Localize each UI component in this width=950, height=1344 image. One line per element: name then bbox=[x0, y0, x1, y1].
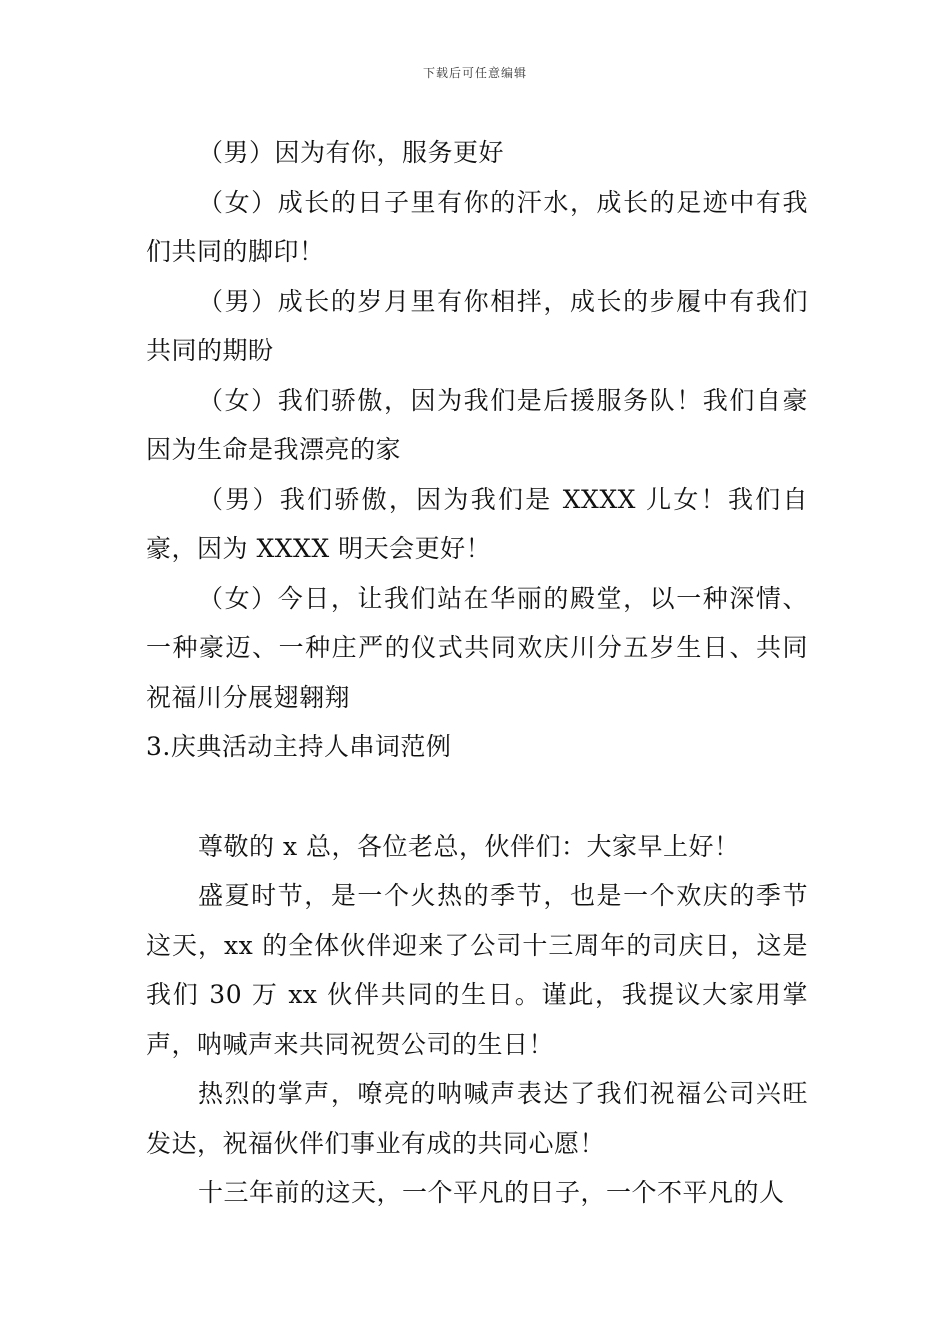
paragraph: （女）成长的日子里有你的汗水，成长的足迹中有我们共同的脚印！ bbox=[146, 187, 808, 266]
section-heading: 3.庆典活动主持人串词范例 bbox=[146, 732, 452, 761]
page-header: 下载后可任意编辑 bbox=[422, 66, 527, 80]
paragraph: （女）我们骄傲，因为我们是后援服务队！我们自豪因为生命是我漂亮的家 bbox=[146, 385, 808, 464]
paragraph: 十三年前的这天，一个平凡的日子，一个不平凡的人 bbox=[198, 1178, 785, 1207]
document-body bbox=[146, 128, 808, 1218]
paragraph: 盛夏时节，是一个火热的季节，也是一个欢庆的季节这天，xx 的全体伙伴迎来了公司十三周年的司庆日，这是我们 30 万 xx 伙伴共同的生日。谨此，我提议大家用掌声，呐喊声来共同祝贺公司的生日！ bbox=[146, 881, 808, 1059]
paragraph: 尊敬的 x 总，各位老总，伙伴们：大家早上好！ bbox=[198, 831, 740, 861]
paragraph: 热烈的掌声，嘹亮的呐喊声表达了我们祝福公司兴旺发达，祝福伙伴们事业有成的共同心愿！ bbox=[146, 1079, 808, 1158]
paragraph: （男）因为有你，服务更好 bbox=[198, 138, 505, 167]
spacer bbox=[146, 772, 808, 822]
paragraph: （女）今日，让我们站在华丽的殿堂，以一种深情、一种豪迈、一种庄严的仪式共同欢庆川分五岁生日、共同祝福川分展翅翱翔 bbox=[146, 583, 808, 712]
paragraph: （男）成长的岁月里有你相拌，成长的步履中有我们共同的期盼 bbox=[146, 286, 808, 365]
paragraph: （男）我们骄傲，因为我们是 XXXX 儿女！我们自豪，因为 XXXX 明天会更好！ bbox=[146, 484, 808, 563]
